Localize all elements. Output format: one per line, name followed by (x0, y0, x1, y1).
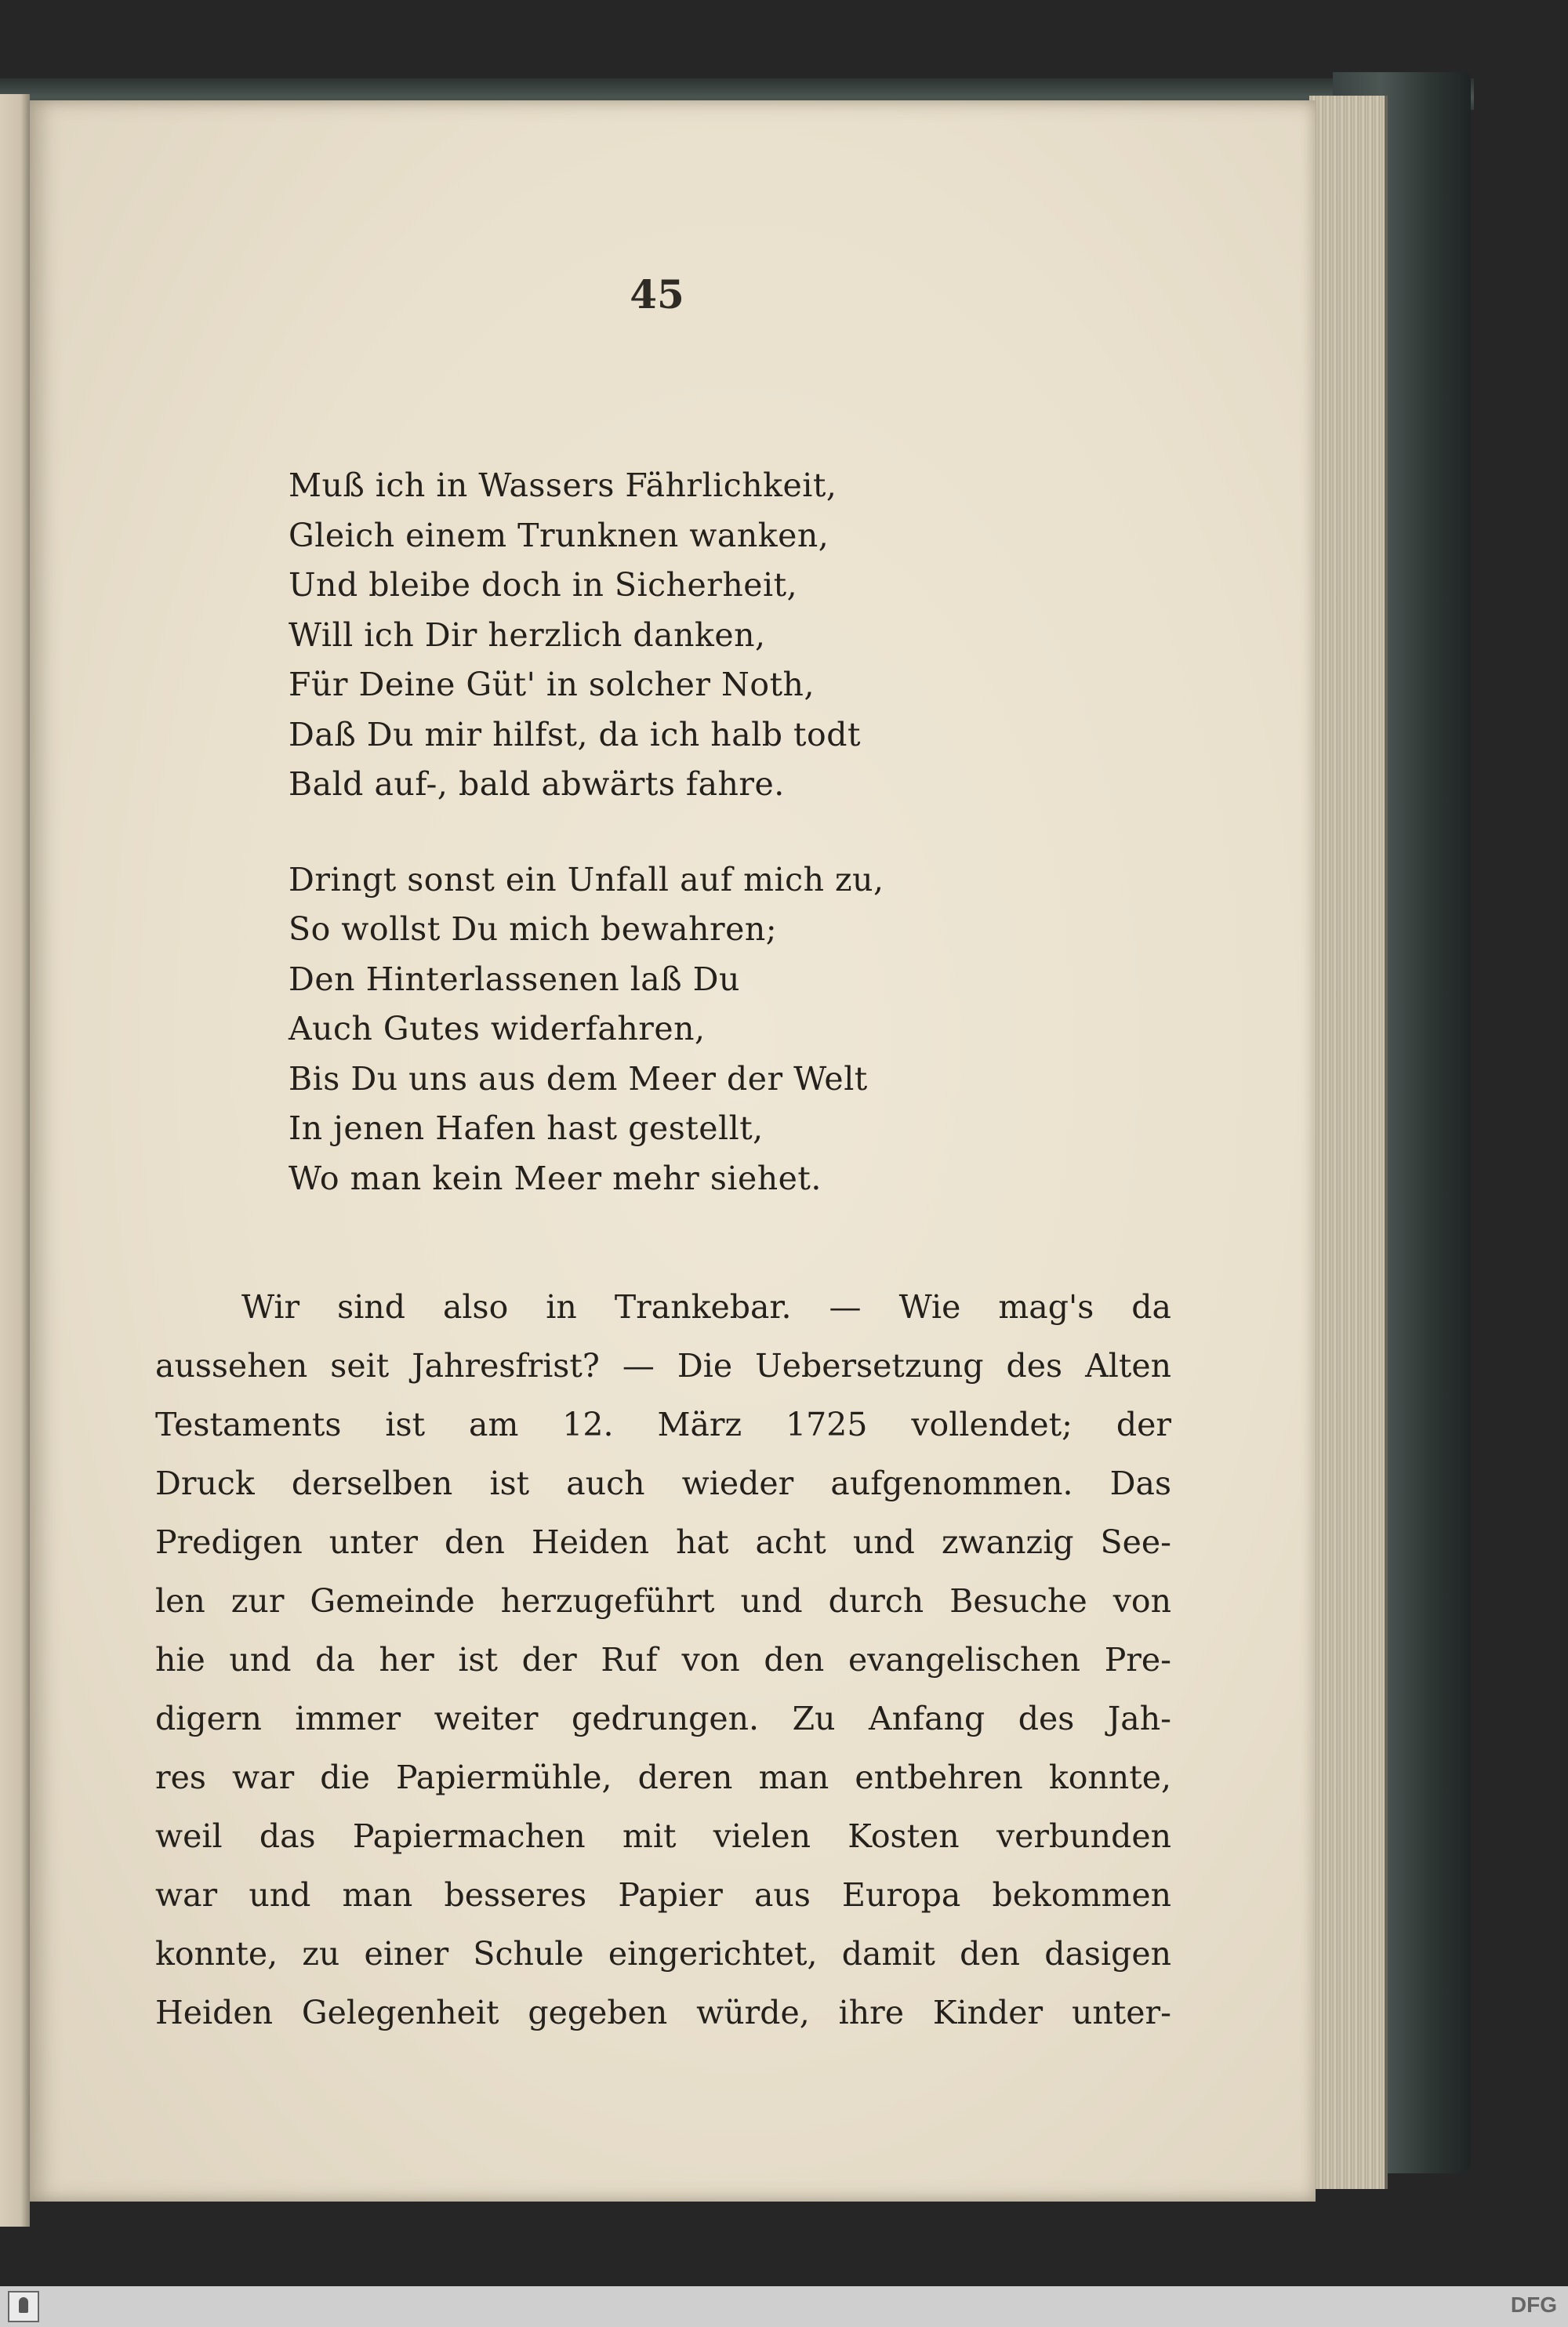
poem-line: Muß ich in Wassers Fährlichkeit, (289, 466, 837, 504)
poem-line: Daß Du mir hilfst, da ich halb todt (289, 715, 861, 753)
prose-line: digern immer weiter gedrungen. Zu Anfang des Jah- (155, 1700, 1171, 1737)
prose-line: war und man besseres Papier aus Europa bekommen (155, 1876, 1171, 1914)
dfg-mark: DFG (1510, 2293, 1557, 2317)
poem-line: Und bleibe doch in Sicherheit, (289, 566, 798, 604)
prose-line: weil das Papiermachen mit vielen Kosten verbunden (155, 1817, 1171, 1855)
prose-line: Testaments ist am 12. März 1725 vollendet; der (155, 1406, 1171, 1443)
book-page (30, 100, 1316, 2202)
poem-line: Gleich einem Trunknen wanken, (289, 516, 829, 554)
poem-stanza-1 (289, 461, 884, 810)
poem-line: In jenen Hafen hast gestellt, (289, 1109, 764, 1147)
poem-line: Für Deine Güt' in solcher Noth, (289, 666, 815, 703)
poem-line: Bald auf-, bald abwärts fahre. (289, 765, 785, 803)
poem-line: Bis Du uns aus dem Meer der Welt (289, 1059, 868, 1098)
poem-line: Will ich Dir herzlich danken, (289, 615, 766, 654)
prose-line: Druck derselben ist auch wieder aufgenommen. Das (155, 1465, 1171, 1502)
poem-stanza-2 (289, 855, 884, 1204)
prose-line: aussehen seit Jahresfrist? — Die Uebersetzung des Alten (155, 1347, 1171, 1385)
prose-line: res war die Papiermühle, deren man entbehren konnte, (155, 1759, 1171, 1796)
page-number: 45 (630, 271, 684, 318)
poem-line: Wo man kein Meer mehr siehet. (289, 1159, 822, 1197)
prose-line: konnte, zu einer Schule eingerichtet, damit den dasigen (155, 1935, 1171, 1973)
poem-line: Den Hinterlassenen laß Du (289, 960, 740, 998)
poem-line: Auch Gutes widerfahren, (289, 1010, 706, 1047)
poem-line: So wollst Du mich bewahren; (289, 910, 778, 948)
prose-paragraph (155, 1278, 1171, 2042)
facing-page-edge (0, 94, 30, 2227)
library-logo-icon (8, 2291, 39, 2322)
page-edges (1309, 96, 1388, 2189)
prose-line: Predigen unter den Heiden hat acht und zwanzig See- (155, 1523, 1171, 1561)
prose-line: Heiden Gelegenheit gegeben würde, ihre Kinder unter- (155, 1994, 1171, 2031)
poem-line: Dringt sonst ein Unfall auf mich zu, (289, 860, 884, 898)
viewer-footer (0, 2286, 1568, 2327)
prose-line: len zur Gemeinde herzugeführt und durch Besuche von (155, 1582, 1171, 1620)
poem (289, 461, 884, 1249)
prose-line: hie und da her ist der Ruf von den evangelischen Pre- (155, 1641, 1171, 1679)
prose-line: Wir sind also in Trankebar. — Wie mag's da (241, 1288, 1171, 1326)
